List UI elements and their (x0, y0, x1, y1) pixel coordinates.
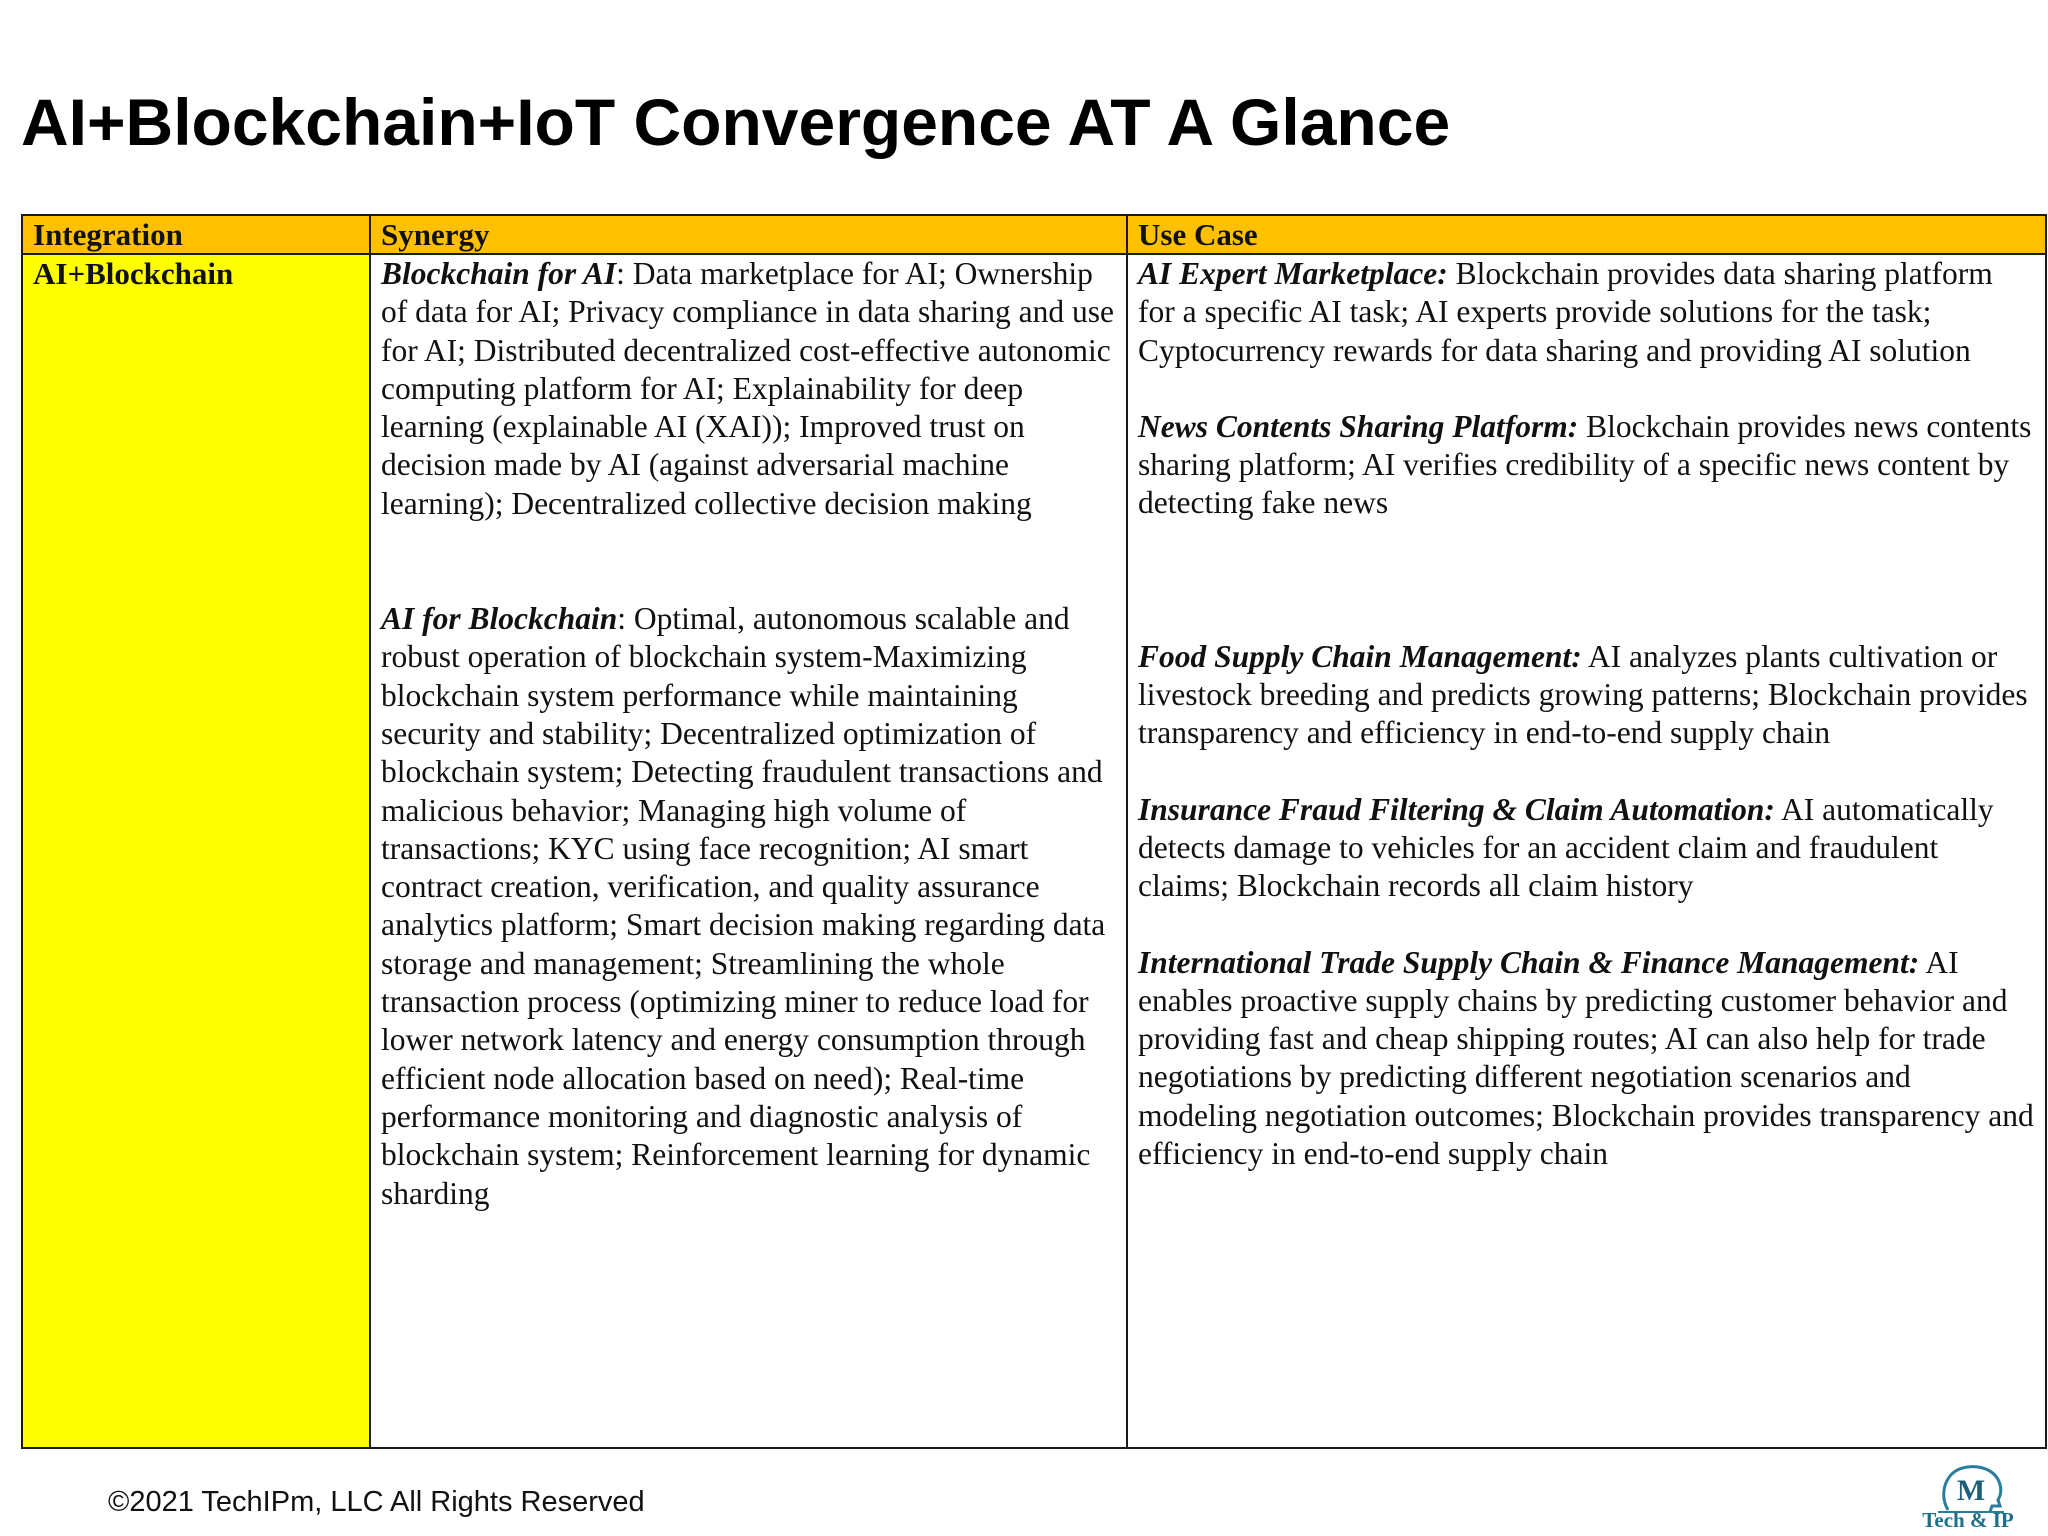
use-case-lead: Food Supply Chain Management: (1138, 638, 1582, 674)
use-case-insurance-fraud (1138, 791, 2035, 906)
use-case-ai-expert-marketplace (1138, 255, 2035, 370)
tech-ip-logo (1908, 1456, 2028, 1532)
synergy-text: Optimal, autonomous scalable and robust operation of blockchain system-Maximizing blockchain system performance while maintaining security and stability; Decentralized optimization of blockchain system; Detecting fraudulent transactions and malicious behavior; Managing high volume of transactions; KYC using face recognition; AI smart contract creation, verification, and quality assurance analytics platform; Smart decision making regarding data storage and management; Streamlining the whole transaction process (optimizing miner to reduce load for lower network latency and energy consumption through efficient node allocation based on need); Real-time performance monitoring and diagnostic analysis of blockchain system; Reinforcement learning for dynamic sharding (381, 601, 1106, 1211)
head-silhouette-icon (1908, 1456, 2028, 1516)
header-use-case: Use Case (1127, 215, 2046, 254)
logo-text: Tech & IP (1922, 1508, 2014, 1532)
use-case-text: Blockchain provides news contents sharing platform; AI verifies credibility of a specific news content by detecting fake news (1138, 408, 2032, 521)
use-case-news-contents (1138, 408, 2035, 523)
use-case-lead: News Contents Sharing Platform: (1138, 408, 1579, 444)
synergy-blockchain-for-ai (381, 255, 1116, 523)
header-synergy: Synergy (370, 215, 1127, 254)
use-case-international-trade (1138, 944, 2035, 1174)
logo-mark: M (1956, 1474, 1986, 1507)
integration-cell: AI+Blockchain (22, 254, 370, 1448)
use-case-text: AI analyzes plants cultivation or livestock breeding and predicts growing patterns; Blockchain provides transparency and efficiency in end-to-end supply chain (1138, 638, 2028, 751)
use-case-text: AI enables proactive supply chains by predicting customer behavior and providing fast and cheap shipping routes; AI can also help for trade negotiations by predicting different negotiation scenarios and modeling negotiation outcomes; Blockchain provides transparency and efficiency in end-to-end supply chain (1138, 944, 2034, 1172)
page-title: AI+Blockchain+IoT Convergence AT A Glance (21, 85, 1451, 159)
table-row (22, 254, 2046, 1448)
use-case-lead: Insurance Fraud Filtering & Claim Automation: (1138, 791, 1775, 827)
synergy-cell (370, 254, 1127, 1448)
table-header-row (22, 215, 2046, 254)
use-case-cell (1127, 254, 2046, 1448)
use-case-text: AI automatically detects damage to vehicles for an accident claim and fraudulent claims; Blockchain records all claim history (1138, 791, 1994, 904)
use-case-text: Blockchain provides data sharing platform for a specific AI task; AI experts provide solutions for the task; Cyptocurrency rewards for data sharing and providing AI solution (1138, 256, 1993, 368)
header-integration: Integration (22, 215, 370, 254)
use-case-lead: AI Expert Marketplace: (1138, 256, 1448, 291)
synergy-ai-for-blockchain (381, 600, 1116, 1213)
synergy-text: Data marketplace for AI; Ownership of data for AI; Privacy compliance in data sharing and use for AI; Distributed decentralized cost-effective autonomic computing platform for AI; Explainability for deep learning (explainable AI (XAI)); Improved trust on decision made by AI (against adversarial machine learning); Decentralized collective decision making (381, 256, 1115, 521)
copyright-footer: ©2021 TechIPm, LLC All Rights Reserved (108, 1486, 645, 1518)
synergy-lead: Blockchain for AI (381, 256, 617, 291)
convergence-table (21, 214, 2047, 1449)
use-case-lead: International Trade Supply Chain & Finance Management: (1138, 944, 1920, 980)
use-case-food-supply-chain (1138, 638, 2035, 753)
synergy-separator: : (617, 601, 634, 637)
synergy-lead: AI for Blockchain (381, 601, 618, 637)
synergy-separator: : (616, 256, 633, 291)
